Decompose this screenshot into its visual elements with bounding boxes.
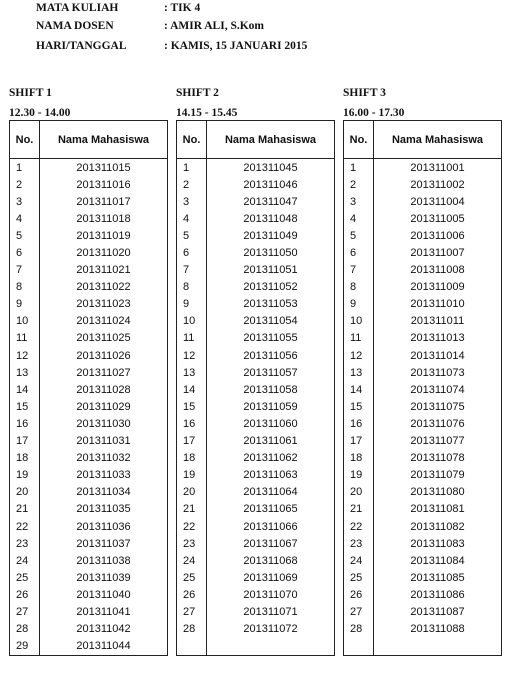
table-row	[177, 638, 335, 656]
row-number: 26	[177, 586, 207, 603]
row-number: 5	[177, 227, 207, 244]
table-row	[177, 347, 335, 364]
table-row	[10, 176, 168, 193]
student-id: 201311025	[40, 330, 168, 347]
student-id: 201311031	[40, 433, 168, 450]
table-row	[10, 586, 168, 603]
row-number: 9	[344, 296, 374, 313]
row-number: 24	[177, 552, 207, 569]
student-id: 201311018	[40, 210, 168, 227]
student-id: 201311027	[40, 364, 168, 381]
row-number: 26	[344, 586, 374, 603]
row-number: 20	[10, 484, 40, 501]
shift-title: SHIFT 2	[176, 87, 219, 99]
student-id: 201311045	[207, 159, 335, 177]
row-number: 6	[10, 244, 40, 261]
row-number: 3	[177, 193, 207, 210]
table-row	[177, 621, 335, 638]
table-row	[10, 518, 168, 535]
table-row	[10, 415, 168, 432]
row-number	[344, 638, 374, 656]
table-row	[177, 501, 335, 518]
student-id: 201311008	[374, 262, 502, 279]
header-label: NAMA DOSEN	[36, 20, 114, 32]
student-id: 201311011	[374, 313, 502, 330]
table-row	[10, 398, 168, 415]
table-row	[177, 484, 335, 501]
student-id: 201311004	[374, 193, 502, 210]
table-row	[177, 552, 335, 569]
table-row	[344, 467, 502, 484]
table-row	[344, 330, 502, 347]
student-id: 201311033	[40, 467, 168, 484]
row-number: 7	[344, 262, 374, 279]
student-id: 201311023	[40, 296, 168, 313]
shift-time: 16.00 - 17.30	[343, 107, 405, 119]
table-row	[344, 638, 502, 656]
student-id: 201311078	[374, 450, 502, 467]
header-value: : KAMIS, 15 JANUARI 2015	[164, 40, 308, 52]
table-row	[344, 484, 502, 501]
row-number: 13	[10, 364, 40, 381]
table-row	[10, 347, 168, 364]
row-number: 12	[344, 347, 374, 364]
table-row	[177, 244, 335, 261]
student-id: 201311066	[207, 518, 335, 535]
table-row	[344, 193, 502, 210]
row-number: 18	[10, 450, 40, 467]
student-id: 201311022	[40, 279, 168, 296]
row-number: 12	[177, 347, 207, 364]
row-number: 23	[344, 535, 374, 552]
student-id: 201311034	[40, 484, 168, 501]
student-id: 201311073	[374, 364, 502, 381]
row-number: 18	[177, 450, 207, 467]
row-number: 22	[344, 518, 374, 535]
table-row	[344, 227, 502, 244]
student-id: 201311067	[207, 535, 335, 552]
table-row	[10, 193, 168, 210]
column-header-name: Nama Mahasiswa	[207, 121, 335, 159]
table-row	[177, 330, 335, 347]
table-row	[344, 159, 502, 177]
student-id: 201311036	[40, 518, 168, 535]
table-row	[10, 552, 168, 569]
row-number: 15	[344, 398, 374, 415]
table-row	[177, 159, 335, 177]
student-id: 201311028	[40, 381, 168, 398]
student-id: 201311054	[207, 313, 335, 330]
student-id: 201311064	[207, 484, 335, 501]
student-id: 201311026	[40, 347, 168, 364]
row-number: 11	[10, 330, 40, 347]
row-number: 7	[177, 262, 207, 279]
table-row	[177, 535, 335, 552]
row-number: 20	[177, 484, 207, 501]
row-number: 25	[344, 569, 374, 586]
student-id: 201311038	[40, 552, 168, 569]
student-table	[9, 120, 168, 656]
student-id: 201311061	[207, 433, 335, 450]
row-number: 1	[10, 159, 40, 177]
row-number: 6	[177, 244, 207, 261]
row-number: 25	[10, 569, 40, 586]
student-id: 201311049	[207, 227, 335, 244]
student-id: 201311029	[40, 398, 168, 415]
student-id: 201311051	[207, 262, 335, 279]
table-row	[344, 244, 502, 261]
table-row	[177, 450, 335, 467]
header-value: : TIK 4	[164, 2, 201, 14]
student-id: 201311087	[374, 603, 502, 620]
student-id: 201311015	[40, 159, 168, 177]
row-number: 23	[10, 535, 40, 552]
student-id: 201311055	[207, 330, 335, 347]
row-number: 9	[177, 296, 207, 313]
table-row	[10, 467, 168, 484]
row-number: 28	[10, 621, 40, 638]
student-id: 201311085	[374, 569, 502, 586]
row-number: 1	[344, 159, 374, 177]
table-row	[10, 313, 168, 330]
row-number: 28	[177, 621, 207, 638]
student-id: 201311063	[207, 467, 335, 484]
table-row	[344, 621, 502, 638]
header-value: : AMIR ALI, S.Kom	[164, 20, 264, 32]
row-number: 15	[10, 398, 40, 415]
table-row	[344, 279, 502, 296]
student-id: 201311014	[374, 347, 502, 364]
row-number: 25	[177, 569, 207, 586]
table-row	[177, 433, 335, 450]
row-number: 3	[10, 193, 40, 210]
student-id: 201311021	[40, 262, 168, 279]
student-id: 201311039	[40, 569, 168, 586]
row-number: 12	[10, 347, 40, 364]
row-number: 27	[10, 603, 40, 620]
student-id: 201311041	[40, 603, 168, 620]
student-id: 201311074	[374, 381, 502, 398]
table-row	[344, 296, 502, 313]
table-row	[10, 638, 168, 656]
student-id: 201311057	[207, 364, 335, 381]
student-id: 201311059	[207, 398, 335, 415]
student-id: 201311040	[40, 586, 168, 603]
row-number: 14	[177, 381, 207, 398]
row-number: 2	[344, 176, 374, 193]
column-header-name: Nama Mahasiswa	[40, 121, 168, 159]
table-row	[10, 450, 168, 467]
row-number: 10	[344, 313, 374, 330]
student-id: 201311070	[207, 586, 335, 603]
row-number: 4	[344, 210, 374, 227]
table-row	[10, 433, 168, 450]
table-row	[10, 279, 168, 296]
student-id: 201311056	[207, 347, 335, 364]
table-row	[344, 433, 502, 450]
row-number: 27	[344, 603, 374, 620]
student-id: 201311053	[207, 296, 335, 313]
row-number: 2	[177, 176, 207, 193]
table-row	[177, 227, 335, 244]
table-row	[344, 381, 502, 398]
student-id: 201311001	[374, 159, 502, 177]
row-number: 16	[10, 415, 40, 432]
row-number: 18	[344, 450, 374, 467]
row-number: 22	[10, 518, 40, 535]
table-row	[10, 381, 168, 398]
table-row	[344, 535, 502, 552]
student-id: 201311019	[40, 227, 168, 244]
table-row	[344, 586, 502, 603]
table-row	[344, 450, 502, 467]
student-id: 201311047	[207, 193, 335, 210]
student-id: 201311080	[374, 484, 502, 501]
student-id: 201311086	[374, 586, 502, 603]
student-id: 201311077	[374, 433, 502, 450]
table-row	[10, 535, 168, 552]
row-number: 13	[344, 364, 374, 381]
student-id: 201311068	[207, 552, 335, 569]
student-id: 201311013	[374, 330, 502, 347]
column-header-no: No.	[177, 121, 207, 159]
table-row	[10, 227, 168, 244]
table-row	[177, 415, 335, 432]
student-id: 201311050	[207, 244, 335, 261]
row-number: 6	[344, 244, 374, 261]
row-number: 16	[177, 415, 207, 432]
student-id: 201311079	[374, 467, 502, 484]
row-number: 21	[10, 501, 40, 518]
row-number: 9	[10, 296, 40, 313]
table-row	[10, 484, 168, 501]
student-id: 201311062	[207, 450, 335, 467]
table-row	[10, 621, 168, 638]
table-row	[177, 296, 335, 313]
shift-title: SHIFT 3	[343, 87, 386, 99]
row-number: 19	[10, 467, 40, 484]
row-number: 21	[344, 501, 374, 518]
shift-1	[9, 86, 167, 656]
row-number: 27	[177, 603, 207, 620]
student-id: 201311032	[40, 450, 168, 467]
row-number: 8	[10, 279, 40, 296]
student-table	[343, 120, 502, 656]
student-id: 201311084	[374, 552, 502, 569]
student-id: 201311081	[374, 501, 502, 518]
student-id: 201311065	[207, 501, 335, 518]
row-number: 3	[344, 193, 374, 210]
row-number: 4	[10, 210, 40, 227]
row-number: 11	[177, 330, 207, 347]
student-id	[207, 638, 335, 656]
table-row	[177, 364, 335, 381]
table-row	[177, 467, 335, 484]
table-row	[10, 603, 168, 620]
row-number: 7	[10, 262, 40, 279]
row-number	[177, 638, 207, 656]
document-header	[0, 0, 507, 60]
student-id: 201311071	[207, 603, 335, 620]
row-number: 16	[344, 415, 374, 432]
table-row	[177, 262, 335, 279]
table-row	[344, 501, 502, 518]
column-header-no: No.	[10, 121, 40, 159]
table-row	[177, 313, 335, 330]
table-row	[177, 518, 335, 535]
table-row	[344, 313, 502, 330]
student-id: 201311035	[40, 501, 168, 518]
table-row	[177, 176, 335, 193]
row-number: 23	[177, 535, 207, 552]
row-number: 19	[344, 467, 374, 484]
student-id: 201311005	[374, 210, 502, 227]
column-header-name: Nama Mahasiswa	[374, 121, 502, 159]
table-row	[344, 210, 502, 227]
row-number: 4	[177, 210, 207, 227]
row-number: 8	[344, 279, 374, 296]
row-number: 28	[344, 621, 374, 638]
student-id: 201311088	[374, 621, 502, 638]
table-row	[10, 501, 168, 518]
shift-2	[176, 86, 334, 656]
student-id: 201311060	[207, 415, 335, 432]
table-row	[10, 159, 168, 177]
student-id: 201311042	[40, 621, 168, 638]
row-number: 5	[344, 227, 374, 244]
student-id: 201311002	[374, 176, 502, 193]
column-header-no: No.	[344, 121, 374, 159]
table-row	[10, 244, 168, 261]
table-row	[344, 603, 502, 620]
table-row	[344, 347, 502, 364]
row-number: 13	[177, 364, 207, 381]
student-id: 201311052	[207, 279, 335, 296]
table-row	[10, 296, 168, 313]
row-number: 8	[177, 279, 207, 296]
row-number: 24	[10, 552, 40, 569]
table-row	[177, 398, 335, 415]
row-number: 2	[10, 176, 40, 193]
table-row	[10, 569, 168, 586]
student-id: 201311058	[207, 381, 335, 398]
row-number: 19	[177, 467, 207, 484]
row-number: 14	[344, 381, 374, 398]
shift-3	[343, 86, 501, 656]
student-id: 201311007	[374, 244, 502, 261]
row-number: 10	[10, 313, 40, 330]
table-row	[344, 262, 502, 279]
header-label: MATA KULIAH	[36, 2, 119, 14]
student-id: 201311048	[207, 210, 335, 227]
row-number: 20	[344, 484, 374, 501]
row-number: 17	[344, 433, 374, 450]
row-number: 21	[177, 501, 207, 518]
student-id: 201311072	[207, 621, 335, 638]
table-row	[177, 586, 335, 603]
row-number: 22	[177, 518, 207, 535]
table-row	[344, 518, 502, 535]
student-id: 201311037	[40, 535, 168, 552]
student-id: 201311006	[374, 227, 502, 244]
student-id: 201311020	[40, 244, 168, 261]
table-row	[10, 262, 168, 279]
student-id: 201311010	[374, 296, 502, 313]
shift-title: SHIFT 1	[9, 87, 52, 99]
table-row	[344, 569, 502, 586]
shift-time: 14.15 - 15.45	[176, 107, 238, 119]
student-id: 201311046	[207, 176, 335, 193]
row-number: 11	[344, 330, 374, 347]
table-row	[344, 415, 502, 432]
header-label: HARI/TANGGAL	[36, 40, 127, 52]
table-row	[344, 552, 502, 569]
student-id	[374, 638, 502, 656]
table-row	[177, 279, 335, 296]
table-row	[344, 364, 502, 381]
student-id: 201311082	[374, 518, 502, 535]
row-number: 17	[177, 433, 207, 450]
row-number: 29	[10, 638, 40, 656]
student-id: 201311083	[374, 535, 502, 552]
row-number: 17	[10, 433, 40, 450]
table-row	[344, 176, 502, 193]
table-row	[177, 603, 335, 620]
row-number: 26	[10, 586, 40, 603]
table-row	[177, 381, 335, 398]
row-number: 1	[177, 159, 207, 177]
row-number: 5	[10, 227, 40, 244]
student-id: 201311044	[40, 638, 168, 656]
student-id: 201311017	[40, 193, 168, 210]
student-table	[176, 120, 335, 656]
table-row	[10, 330, 168, 347]
table-row	[177, 210, 335, 227]
row-number: 24	[344, 552, 374, 569]
student-id: 201311016	[40, 176, 168, 193]
row-number: 14	[10, 381, 40, 398]
table-row	[177, 193, 335, 210]
table-row	[177, 569, 335, 586]
row-number: 10	[177, 313, 207, 330]
student-id: 201311069	[207, 569, 335, 586]
table-row	[344, 398, 502, 415]
student-id: 201311076	[374, 415, 502, 432]
table-row	[10, 364, 168, 381]
student-id: 201311030	[40, 415, 168, 432]
student-id: 201311009	[374, 279, 502, 296]
row-number: 15	[177, 398, 207, 415]
shift-time: 12.30 - 14.00	[9, 107, 71, 119]
student-id: 201311024	[40, 313, 168, 330]
student-id: 201311075	[374, 398, 502, 415]
table-row	[10, 210, 168, 227]
